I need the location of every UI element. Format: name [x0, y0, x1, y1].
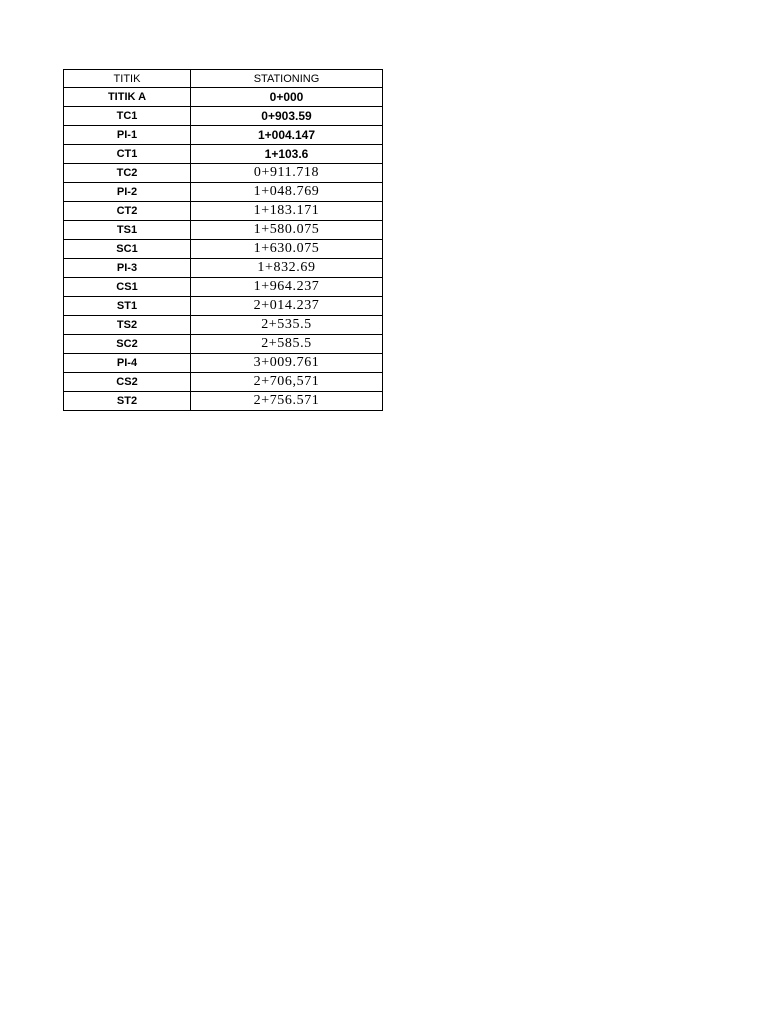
station-cell: 1+630.075: [191, 240, 383, 259]
table-row: [64, 297, 383, 316]
station-cell: 1+964.237: [191, 278, 383, 297]
station-cell: 0+903.59: [191, 107, 383, 126]
station-cell: 2+585.5: [191, 335, 383, 354]
point-cell: CT1: [64, 145, 191, 164]
column-header-titik: TITIK: [64, 70, 191, 88]
table-row: [64, 259, 383, 278]
point-cell: PI-1: [64, 126, 191, 145]
point-cell: TC2: [64, 164, 191, 183]
table-row: [64, 316, 383, 335]
point-cell: SC1: [64, 240, 191, 259]
table-row: [64, 221, 383, 240]
station-cell: 0+000: [191, 88, 383, 107]
point-cell: ST1: [64, 297, 191, 316]
station-cell: 2+706,571: [191, 373, 383, 392]
table-row: [64, 240, 383, 259]
station-cell: 2+756.571: [191, 392, 383, 411]
point-cell: CS1: [64, 278, 191, 297]
station-cell: 1+103.6: [191, 145, 383, 164]
stationing-table-body: [64, 70, 383, 411]
table-row: [64, 354, 383, 373]
station-cell: 2+535.5: [191, 316, 383, 335]
point-cell: PI-2: [64, 183, 191, 202]
point-cell: CT2: [64, 202, 191, 221]
station-cell: 2+014.237: [191, 297, 383, 316]
point-cell: CS2: [64, 373, 191, 392]
table-row: [64, 278, 383, 297]
station-cell: 1+004.147: [191, 126, 383, 145]
table-row: [64, 183, 383, 202]
table-row: [64, 164, 383, 183]
station-cell: 0+911.718: [191, 164, 383, 183]
station-cell: 3+009.761: [191, 354, 383, 373]
stationing-table: [63, 69, 383, 411]
table-header-row: [64, 70, 383, 88]
point-cell: PI-4: [64, 354, 191, 373]
table-row: [64, 392, 383, 411]
point-cell: PI-3: [64, 259, 191, 278]
station-cell: 1+048.769: [191, 183, 383, 202]
table-row: [64, 145, 383, 164]
table-row: [64, 88, 383, 107]
point-cell: TC1: [64, 107, 191, 126]
table-row: [64, 373, 383, 392]
point-cell: SC2: [64, 335, 191, 354]
table-row: [64, 107, 383, 126]
station-cell: 1+580.075: [191, 221, 383, 240]
table-row: [64, 202, 383, 221]
table-row: [64, 126, 383, 145]
station-cell: 1+832.69: [191, 259, 383, 278]
point-cell: TS1: [64, 221, 191, 240]
point-cell: TITIK A: [64, 88, 191, 107]
point-cell: ST2: [64, 392, 191, 411]
point-cell: TS2: [64, 316, 191, 335]
column-header-stationing: STATIONING: [191, 70, 383, 88]
table-row: [64, 335, 383, 354]
station-cell: 1+183.171: [191, 202, 383, 221]
